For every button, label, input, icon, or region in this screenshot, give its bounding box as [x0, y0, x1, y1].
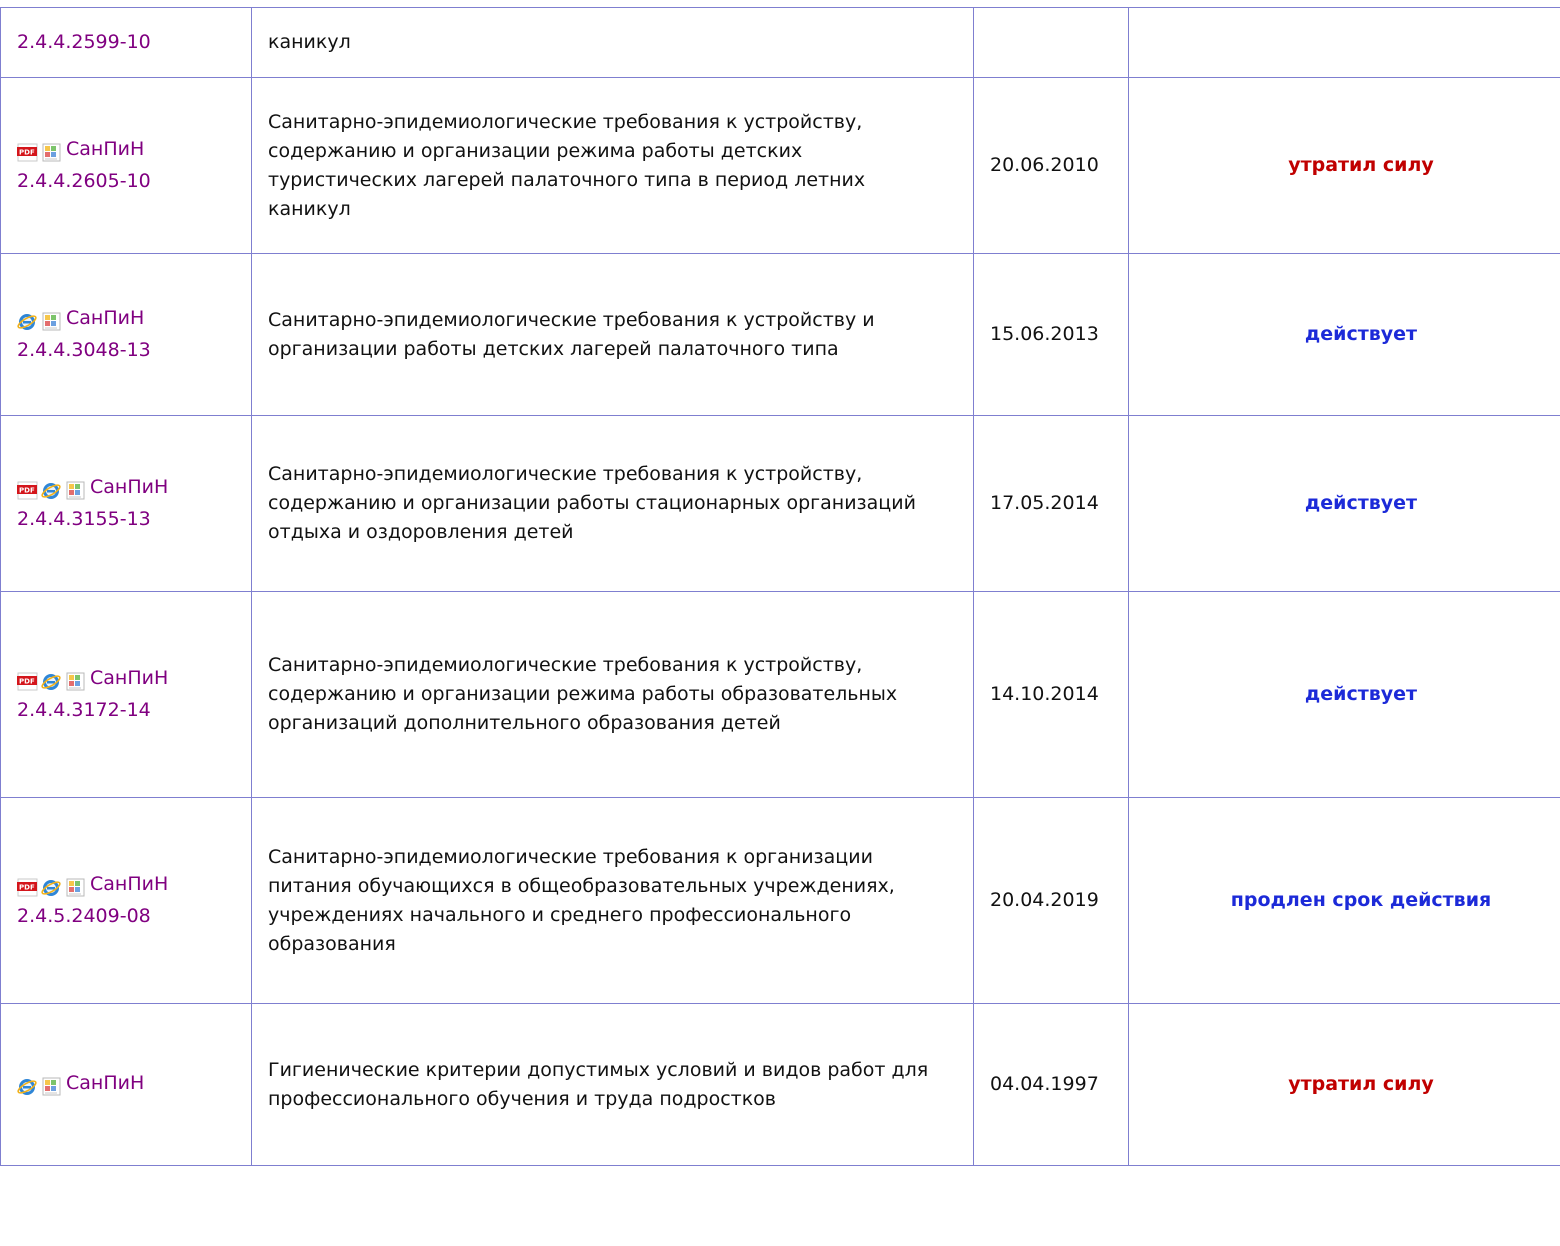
format-icons — [17, 1072, 65, 1101]
doc-title-cell — [252, 78, 974, 254]
format-icons — [17, 138, 65, 167]
status-badge: утратил силу — [1288, 154, 1434, 176]
doc-title: Санитарно-эпидемиологические требования к устройству, содержанию и организации режима работы детских туристических лагерей палаточного типа в период летних каникул — [268, 110, 866, 220]
ie-browser-icon[interactable] — [17, 1077, 38, 1096]
format-icons — [17, 873, 89, 902]
doc-code-cell — [1, 1004, 252, 1166]
table-row — [1, 798, 1560, 1004]
doc-grid-icon[interactable] — [65, 481, 86, 500]
format-icons — [17, 667, 89, 696]
doc-grid-icon[interactable] — [41, 312, 62, 331]
doc-code-prefix: СанПиН — [66, 138, 145, 160]
doc-title-cell — [252, 592, 974, 798]
format-icons — [17, 476, 89, 505]
svg-text:PDF: PDF — [19, 883, 35, 892]
ie-browser-icon[interactable] — [41, 878, 62, 897]
doc-code-prefix: СанПиН — [90, 873, 169, 895]
doc-title-cell — [252, 8, 974, 78]
doc-title-cell — [252, 254, 974, 416]
doc-code-number: 2.4.4.3172-14 — [17, 699, 151, 721]
doc-status-cell — [1129, 592, 1560, 798]
doc-status-cell — [1129, 1004, 1560, 1166]
sanpin-documents-table — [0, 7, 1560, 1166]
table-row — [1, 416, 1560, 592]
doc-date-cell — [974, 798, 1129, 1004]
doc-code-cell — [1, 8, 252, 78]
doc-date: 15.06.2013 — [990, 323, 1099, 345]
doc-code-cell — [1, 254, 252, 416]
doc-date-cell — [974, 592, 1129, 798]
svg-text:PDF: PDF — [19, 486, 35, 495]
svg-text:PDF: PDF — [19, 677, 35, 686]
format-icons — [17, 307, 65, 336]
doc-status-cell — [1129, 78, 1560, 254]
doc-status-cell — [1129, 8, 1560, 78]
doc-date-cell — [974, 254, 1129, 416]
doc-title: каникул — [268, 31, 351, 53]
table-row — [1, 592, 1560, 798]
doc-code-number: 2.4.5.2409-08 — [17, 905, 151, 927]
doc-title-cell — [252, 798, 974, 1004]
doc-grid-icon[interactable] — [41, 1077, 62, 1096]
status-badge: утратил силу — [1288, 1073, 1434, 1095]
doc-code-prefix: СанПиН — [90, 667, 169, 689]
doc-date: 14.10.2014 — [990, 683, 1099, 705]
svg-text:PDF: PDF — [19, 148, 35, 157]
doc-grid-icon[interactable] — [65, 878, 86, 897]
doc-code-prefix: СанПиН — [66, 307, 145, 329]
doc-status-cell — [1129, 798, 1560, 1004]
doc-date: 20.06.2010 — [990, 154, 1099, 176]
doc-grid-icon[interactable] — [65, 672, 86, 691]
pdf-icon[interactable] — [17, 672, 38, 691]
doc-title: Гигиенические критерии допустимых условий и видов работ для профессионального обучения и труда подростков — [268, 1058, 929, 1110]
doc-date-cell — [974, 8, 1129, 78]
doc-code-cell — [1, 798, 252, 1004]
doc-date: 04.04.1997 — [990, 1073, 1099, 1095]
status-badge: действует — [1304, 492, 1418, 514]
table-row — [1, 1004, 1560, 1166]
doc-title-cell — [252, 416, 974, 592]
pdf-icon[interactable] — [17, 143, 38, 162]
doc-title-cell — [252, 1004, 974, 1166]
doc-date: 20.04.2019 — [990, 889, 1099, 911]
doc-code-prefix: СанПиН — [90, 476, 169, 498]
ie-browser-icon[interactable] — [17, 312, 38, 331]
table-row — [1, 78, 1560, 254]
doc-code-number: 2.4.4.2599-10 — [17, 31, 151, 53]
doc-grid-icon[interactable] — [41, 143, 62, 162]
status-badge: действует — [1304, 683, 1418, 705]
doc-code-cell — [1, 78, 252, 254]
doc-title: Санитарно-эпидемиологические требования к устройству, содержанию и организации работы стационарных организаций отдыха и оздоровления детей — [268, 463, 916, 543]
doc-date: 17.05.2014 — [990, 492, 1099, 514]
table-row — [1, 254, 1560, 416]
doc-code-prefix: СанПиН — [66, 1071, 145, 1094]
doc-title: Санитарно-эпидемиологические требования к устройству и организации работы детских лагерей палаточного типа — [268, 308, 875, 360]
doc-date-cell — [974, 1004, 1129, 1166]
doc-status-cell — [1129, 416, 1560, 592]
table-body — [1, 8, 1560, 1166]
pdf-icon[interactable] — [17, 878, 38, 897]
status-badge: продлен срок действия — [1230, 889, 1492, 911]
status-badge: действует — [1304, 323, 1418, 345]
doc-status-cell — [1129, 254, 1560, 416]
doc-date-cell — [974, 78, 1129, 254]
doc-code-cell — [1, 592, 252, 798]
doc-code-number: 2.4.4.3048-13 — [17, 339, 151, 361]
doc-code-number: 2.4.4.3155-13 — [17, 508, 151, 530]
ie-browser-icon[interactable] — [41, 481, 62, 500]
ie-browser-icon[interactable] — [41, 672, 62, 691]
table-row — [1, 8, 1560, 78]
doc-code-link[interactable] — [66, 1072, 144, 1094]
doc-title: Санитарно-эпидемиологические требования к устройству, содержанию и организации режима работы образовательных организаций дополнительного образования детей — [268, 654, 898, 734]
doc-code-cell — [1, 416, 252, 592]
doc-title: Санитарно-эпидемиологические требования к организации питания обучающихся в общеобразовательных учреждениях, учреждениях начального и среднего профессионального образования — [268, 845, 895, 955]
doc-code-link[interactable] — [17, 31, 151, 53]
doc-code-number: 2.4.4.2605-10 — [17, 170, 151, 192]
pdf-icon[interactable] — [17, 481, 38, 500]
doc-date-cell — [974, 416, 1129, 592]
